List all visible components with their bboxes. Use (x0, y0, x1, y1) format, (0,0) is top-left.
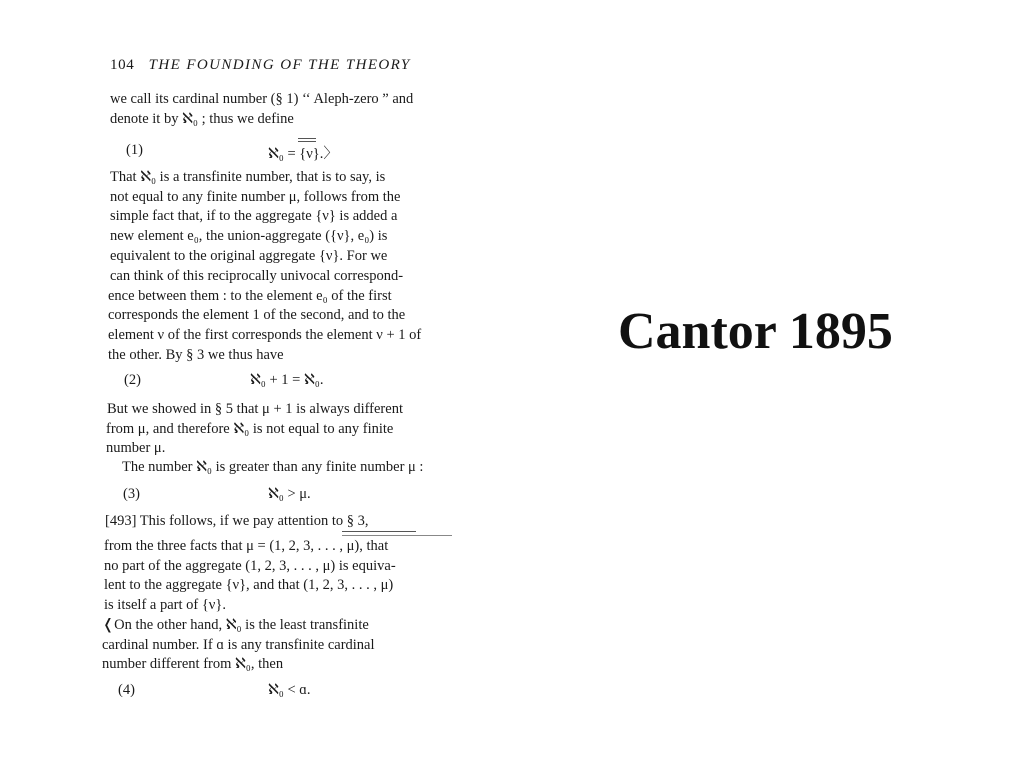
text-line: ence between them : to the element e₀ of the first (108, 288, 392, 304)
equation: ℵ₀ < ɑ. (268, 682, 311, 698)
underline-mark (342, 535, 452, 536)
text-line: The number ℵ₀ is greater than any finite number μ : (122, 459, 424, 475)
text-line: from the three facts that μ = (1, 2, 3, . . . , μ), that (104, 538, 389, 554)
running-title: THE FOUNDING OF THE THEORY (148, 57, 411, 73)
book-page-scan (98, 50, 488, 710)
text-line: That ℵ₀ is a transfinite number, that is to say, is (110, 169, 386, 185)
text-line: denote it by ℵ₀ ; thus we define (110, 111, 294, 127)
text-line: corresponds the element 1 of the second, and to the (108, 307, 406, 323)
page-header (110, 56, 411, 74)
text-line: number μ. (106, 440, 166, 456)
underline-mark (342, 531, 416, 532)
double-overline (298, 141, 316, 142)
equation: ℵ₀ > μ. (268, 486, 311, 502)
equation-number: (2) (124, 372, 141, 388)
text-line: number different from ℵ₀, then (102, 656, 284, 672)
equation: ℵ₀ = {ν}.〉 (268, 146, 338, 162)
text-line: equivalent to the original aggregate {ν}. For we (110, 248, 388, 264)
equation-number: (1) (126, 142, 143, 158)
text-line: cardinal number. If ɑ is any transfinite cardinal (102, 637, 375, 653)
text-line: can think of this reciprocally univocal correspond- (110, 268, 404, 284)
equation: ℵ₀ + 1 = ℵ₀. (250, 372, 324, 388)
text-line: no part of the aggregate (1, 2, 3, . . . , μ) is equiva- (104, 558, 396, 574)
text-line: is itself a part of {ν}. (104, 597, 226, 613)
text-line: simple fact that, if to the aggregate {ν} is added a (110, 208, 398, 224)
text-line: [493] This follows, if we pay attention to § 3, (105, 513, 369, 529)
text-line: ❬On the other hand, ℵ₀ is the least transfinite (102, 617, 369, 633)
text-line: But we showed in § 5 that μ + 1 is always different (107, 401, 403, 417)
page-number: 104 (110, 57, 135, 73)
text-line: from μ, and therefore ℵ₀ is not equal to any finite (106, 421, 394, 437)
text-line: we call its cardinal number (§ 1) ‘‘ Aleph-zero ” and (110, 91, 414, 107)
equation-number: (3) (123, 486, 140, 502)
text-line: new element e₀, the union-aggregate ({ν}, e₀) is (110, 228, 388, 244)
text-line: the other. By § 3 we thus have (108, 347, 284, 363)
text-line: lent to the aggregate {ν}, and that (1, 2, 3, . . . , μ) (104, 577, 394, 593)
equation-number: (4) (118, 682, 135, 698)
double-overline (298, 138, 316, 139)
slide-title: Cantor 1895 (618, 303, 893, 360)
text-line: element ν of the first corresponds the element ν + 1 of (108, 327, 422, 343)
text-line: not equal to any finite number μ, follows from the (110, 189, 401, 205)
